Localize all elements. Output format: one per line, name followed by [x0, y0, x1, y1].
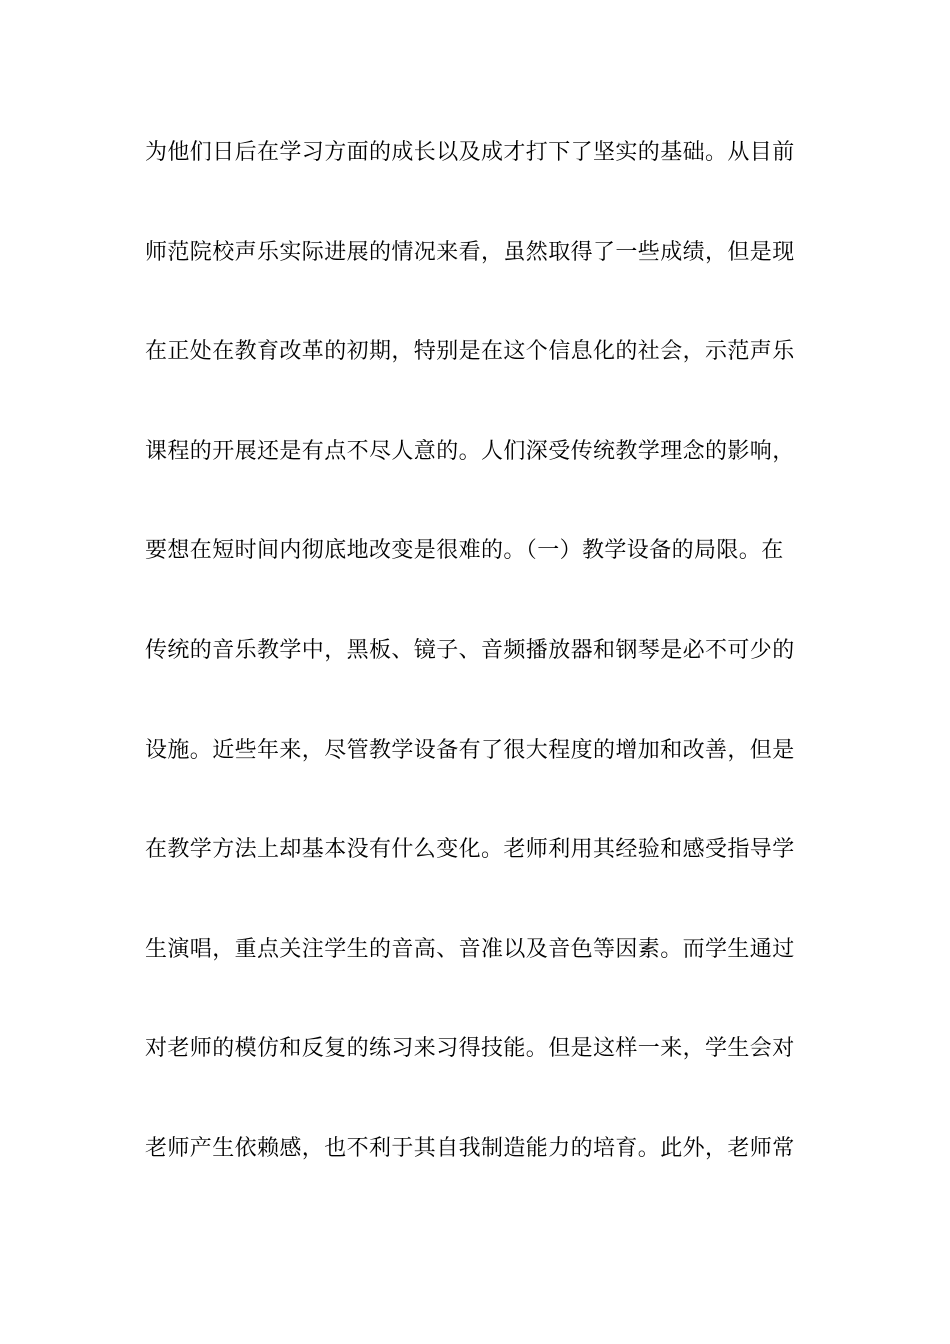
text-line-8: 在教学方法上却基本没有什么变化。老师利用其经验和感受指导学	[145, 837, 795, 863]
text-line-5: 要想在短时间内彻底地改变是很难的。（一）教学设备的局限。在	[145, 538, 784, 564]
text-line-9: 生演唱，重点关注学生的音高、音准以及音色等因素。而学生通过	[145, 936, 795, 962]
text-line-1: 为他们日后在学习方面的成长以及成才打下了坚实的基础。从目前	[145, 140, 795, 165]
text-line-10: 对老师的模仿和反复的练习来习得技能。但是这样一来，学生会对	[145, 1036, 795, 1062]
text-line-4: 课程的开展还是有点不尽人意的。人们深受传统教学理念的影响，	[145, 438, 795, 464]
text-line-3: 在正处在教育改革的初期，特别是在这个信息化的社会，示范声乐	[145, 339, 795, 365]
text-line-7: 设施。近些年来，尽管教学设备有了很大程度的增加和改善，但是	[145, 737, 795, 763]
body-text	[145, 130, 815, 1226]
text-line-6: 传统的音乐教学中，黑板、镜子、音频播放器和钢琴是必不可少的	[145, 637, 795, 663]
text-line-2: 师范院校声乐实际进展的情况来看，虽然取得了一些成绩，但是现	[145, 239, 795, 265]
text-line-11: 老师产生依赖感，也不利于其自我制造能力的培育。此外，老师常	[145, 1135, 795, 1161]
